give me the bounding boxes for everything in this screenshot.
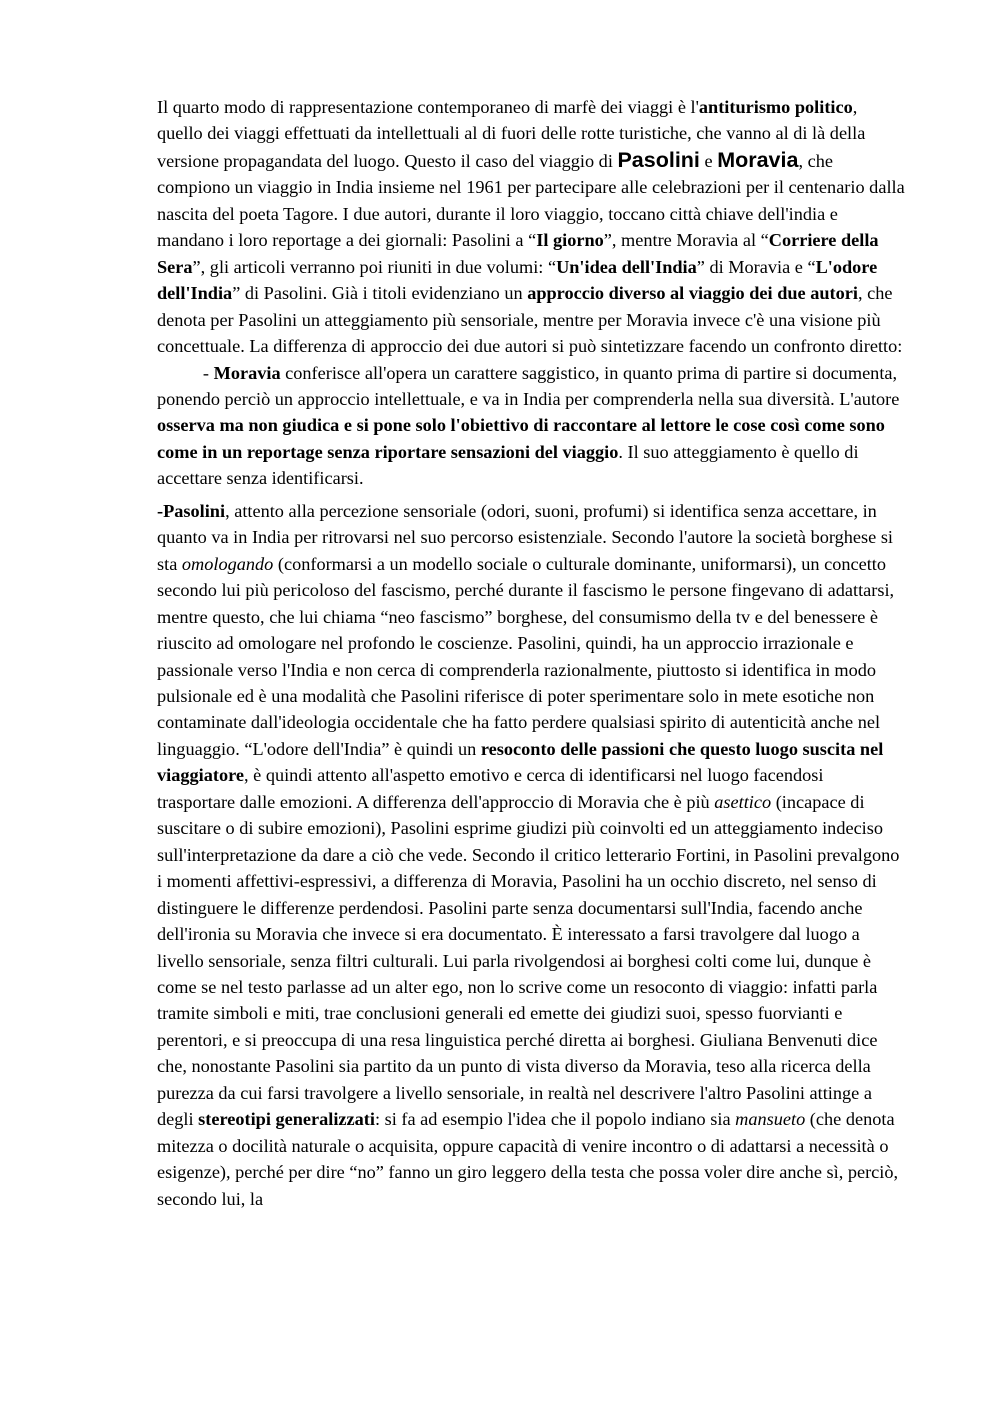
emphasis-antiturismo-politico: antiturismo politico [698,97,853,117]
paragraph-pasolini [157,498,905,1212]
text-run: ” di Moravia e “ [696,256,816,277]
name-pasolini: Pasolini [617,147,700,172]
text-run: , attento alla percezione sensoriale (odori, suoni, profumi) si identifica senza accettare, in quanto va in India per ritrovarsi nel suo percorso esistenziale. Secondo l'autore la società borghese si sta [157,500,894,574]
text-run: Il quarto modo di rappresentazione contemporaneo di marfè dei viaggi è l' [157,97,699,117]
text-run: , quello dei viaggi effettuati da intellettuali al di fuori delle rotte turistiche, che vanno al di là della versione propagandata del luogo. Questo il caso del viaggio di [157,97,866,171]
text-run: , è quindi attento all'aspetto emotivo e cerca di identificarsi nel luogo facendosi trasportare dalle emozioni. A differenza dell'approccio di Moravia che è più [157,765,824,812]
emphasis-resoconto-delle-passioni: resoconto delle passioni che questo luogo suscita nel viaggiatore [157,738,884,786]
text-run: , che compiono un viaggio in India insieme nel 1961 per partecipare alle celebrazioni per il centenario dalla nascita del poeta Tagore. I due autori, durante il loro viaggio, toccano città chiave dell'india e mandano i loro reportage a dei giornali: Pasolini a “ [157,150,905,251]
text-run: conferisce all'opera un carattere saggistico, in quanto prima di partire si documenta, ponendo perciò un approccio intellettuale, e va in India per comprenderla nella sua diversità. L'autore [157,362,900,409]
text-run: ” di Pasolini. Già i titoli evidenziano un [232,283,528,304]
emphasis-pasolini: -Pasolini [157,500,226,521]
italic-asettico: asettico [714,791,772,812]
emphasis-moravia: Moravia [213,362,281,383]
newspaper-corriere-della-sera: Corriere della Sera [157,230,879,277]
text-run: ”, mentre Moravia al “ [603,230,769,251]
list-dash: - [202,362,209,383]
book-title-un-idea-dell-india: Un'idea dell'India [556,256,697,277]
document-body [157,94,905,1212]
emphasis-approccio-diverso: approccio diverso al viaggio dei due autori [527,283,858,304]
text-run: : si fa ad esempio l'idea che il popolo indiano sia [374,1109,736,1130]
paragraph-intro-moravia [157,94,905,492]
text-run: . Il suo atteggiamento è quello di accettare senza identificarsi. [157,441,859,489]
newspaper-il-giorno: Il giorno [536,230,604,251]
text-run: (che denota mitezza o docilità naturale o acquisita, oppure capacità di venire incontro o di adattarsi a necessità o esigenze), perché per dire “no” fanno un giro leggero della testa che possa voler dire anche sì, perciò, secondo lui, la [157,1109,899,1209]
text-run: e [699,150,718,171]
emphasis-osserva-ma-non-giudica: osserva ma non giudica e si pone solo l'obiettivo di raccontare al lettore le cose così come sono come in un reportage senza riportare sensazioni del viaggio [157,415,885,462]
text-run: (incapace di suscitare o di subire emozioni), Pasolini esprime giudizi più coinvolti ed un atteggiamento indeciso sull'interpretazione da dare a ciò che vede. Secondo il critico letterario Fortini, in Pasolini prevalgono i momenti affettivi-espressivi, a differenza di Moravia, Pasolini ha un occhio discreto, nel senso di distinguere le differenze perdendosi. Pasolini parte senza documentarsi sull'India, facendo anche dell'ironia su Moravia che invece si era documentato. È interessato a farsi travolgere dal luogo a livello sensoriale, senza filtri culturali. Lui parla rivolgendosi ai borghesi colti come lui, dunque è come se nel testo parlasse ad un alter ego, non lo scrive come un resoconto di viaggio: infatti parla tramite simboli e miti, trae conclusioni generali ed emette dei giudizi suoi, spesso fuorvianti e perentori, e si preoccupa di una resa linguistica perché diretta ai borghesi. Giuliana Benvenuti dice che, nonostante Pasolini sia partito da un punto di vista diverso da Moravia, teso alla ricerca della purezza da cui farsi travolgere a livello sensoriale, in realtà nel descrivere l'altro Pasolini attinge a degli [157,791,900,1130]
text-run: (conformarsi a un modello sociale o culturale dominante, uniformarsi), un concetto secondo lui più pericoloso del fascismo, perché durante il fascismo le persone fingevano di adattarsi, mentre questo, che lui chiama “neo fascismo” borghese, del consumismo della tv e del benessere è riuscito ad omologare nel profondo le coscienze. Pasolini, quindi, ha un approccio irrazionale e passionale verso l'India e non cerca di comprenderla razionalmente, piuttosto si identifica in modo pulsionale ed è una modalità che Pasolini riferisce di poter sperimentare solo in mete esotiche non contaminate dall'ideologia occidentale che ha fatto perdere qualsiasi spirito di autenticità anche nel linguaggio. “L'odore dell'India” è quindi un [157,553,895,759]
italic-omologando: omologando [181,553,274,574]
name-moravia: Moravia [717,147,799,172]
text-run: , che denota per Pasolini un atteggiamento più sensoriale, mentre per Moravia invece c'è una visione più concettuale. La differenza di approccio dei due autori si può sintetizzare facendo un confronto diretto: [157,283,903,357]
text-run: ”, gli articoli verranno poi riuniti in due volumi: “ [192,256,557,277]
italic-mansueto: mansueto [735,1109,806,1130]
book-title-l-odore-dell-india: L'odore dell'India [157,256,878,304]
emphasis-stereotipi-generalizzati: stereotipi generalizzati [198,1109,375,1130]
